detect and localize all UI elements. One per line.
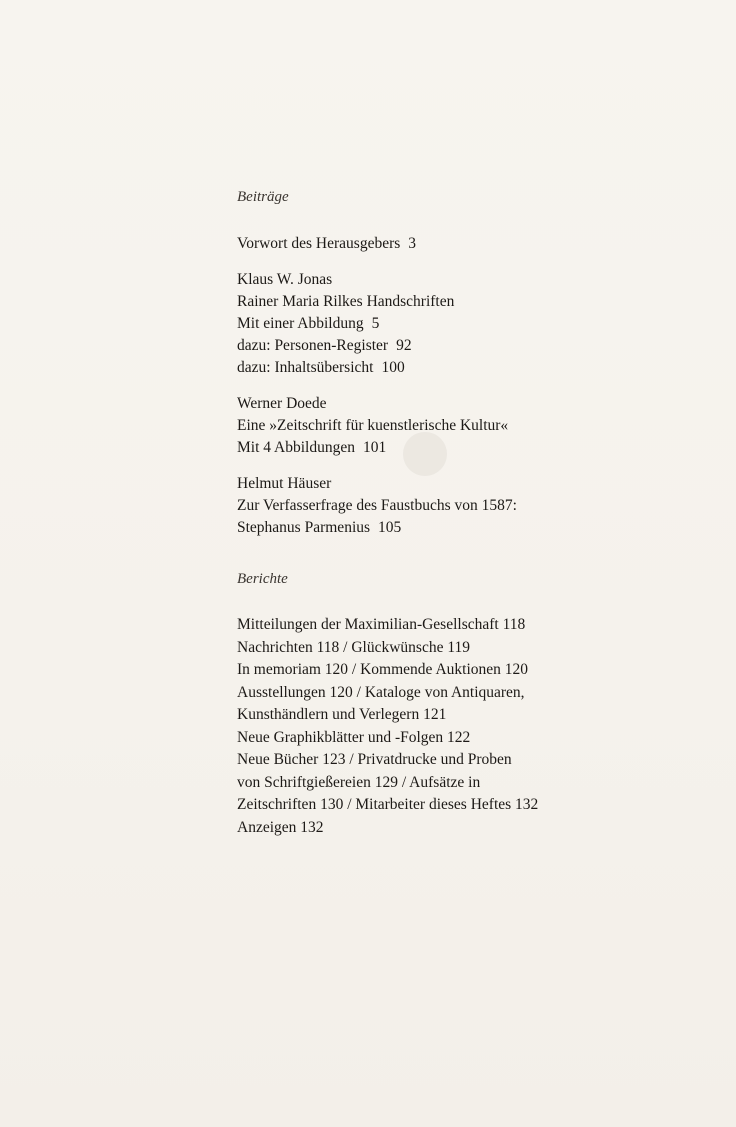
page-number: 100 — [381, 359, 405, 376]
berichte-line: Neue Bücher 123 / Privatdrucke und Proben — [237, 751, 512, 768]
berichte-line: Neue Graphikblätter und -Folgen 122 — [237, 728, 471, 746]
berichte-line: Kunsthändlern und Verlegern 121 — [237, 706, 447, 723]
toc-line — [237, 313, 637, 335]
berichte-line: Nachrichten 118 / Glückwünsche 119 — [237, 638, 471, 656]
toc-line — [237, 357, 637, 379]
toc-line — [237, 233, 637, 255]
toc-line — [237, 415, 637, 437]
berichte-line: Anzeigen 132 — [237, 818, 324, 836]
toc-line-text: Helmut Häuser — [237, 475, 332, 492]
section-heading-berichte: Berichte — [237, 571, 288, 587]
table-of-contents — [237, 186, 637, 839]
toc-line-text: Zur Verfasserfrage des Faustbuchs von 1587: — [237, 497, 517, 514]
page-number: 92 — [396, 337, 412, 354]
toc-line-text: Mit einer Abbildung — [237, 315, 364, 332]
berichte-line: In memoriam 120 / Kommende Auktionen 120 — [237, 661, 529, 678]
page-number: 101 — [362, 439, 387, 456]
toc-line — [237, 517, 637, 539]
toc-line — [237, 269, 637, 291]
toc-line — [237, 335, 637, 357]
page-number: 5 — [371, 315, 380, 332]
toc-line-text: Vorwort des Herausgebers — [237, 235, 401, 252]
toc-line-text: dazu: Personen-Register — [237, 337, 389, 354]
berichte-list — [237, 614, 637, 839]
berichte-line: von Schriftgießereien 129 / Aufsätze in — [237, 773, 481, 791]
beitraege-entries — [237, 233, 637, 539]
page-number: 3 — [408, 235, 417, 252]
toc-line-text: Werner Doede — [237, 395, 327, 412]
toc-line — [237, 495, 637, 517]
toc-line-text: Rainer Maria Rilkes Handschriften — [237, 293, 455, 310]
toc-entry — [237, 269, 637, 379]
berichte-line: Zeitschriften 130 / Mitarbeiter dieses Heftes 132 — [237, 796, 539, 813]
toc-line-text: dazu: Inhaltsübersicht — [237, 359, 374, 376]
toc-entry — [237, 393, 637, 459]
toc-line — [237, 393, 637, 415]
toc-line — [237, 291, 637, 313]
page-number: 105 — [378, 519, 402, 536]
berichte-line: Mitteilungen der Maximilian-Gesellschaft 118 — [237, 616, 526, 633]
toc-line-text: Klaus W. Jonas — [237, 271, 333, 288]
section-heading-beitraege: Beiträge — [237, 189, 289, 205]
toc-entry — [237, 473, 637, 539]
toc-line — [237, 473, 637, 495]
toc-line-text: Stephanus Parmenius — [237, 519, 371, 536]
berichte-line: Ausstellungen 120 / Kataloge von Antiquaren, — [237, 683, 525, 701]
toc-line-text: Mit 4 Abbildungen — [237, 439, 355, 456]
toc-entry — [237, 233, 637, 255]
toc-line-text: Eine »Zeitschrift für kuenstlerische Kultur« — [237, 417, 509, 434]
toc-line — [237, 437, 637, 459]
